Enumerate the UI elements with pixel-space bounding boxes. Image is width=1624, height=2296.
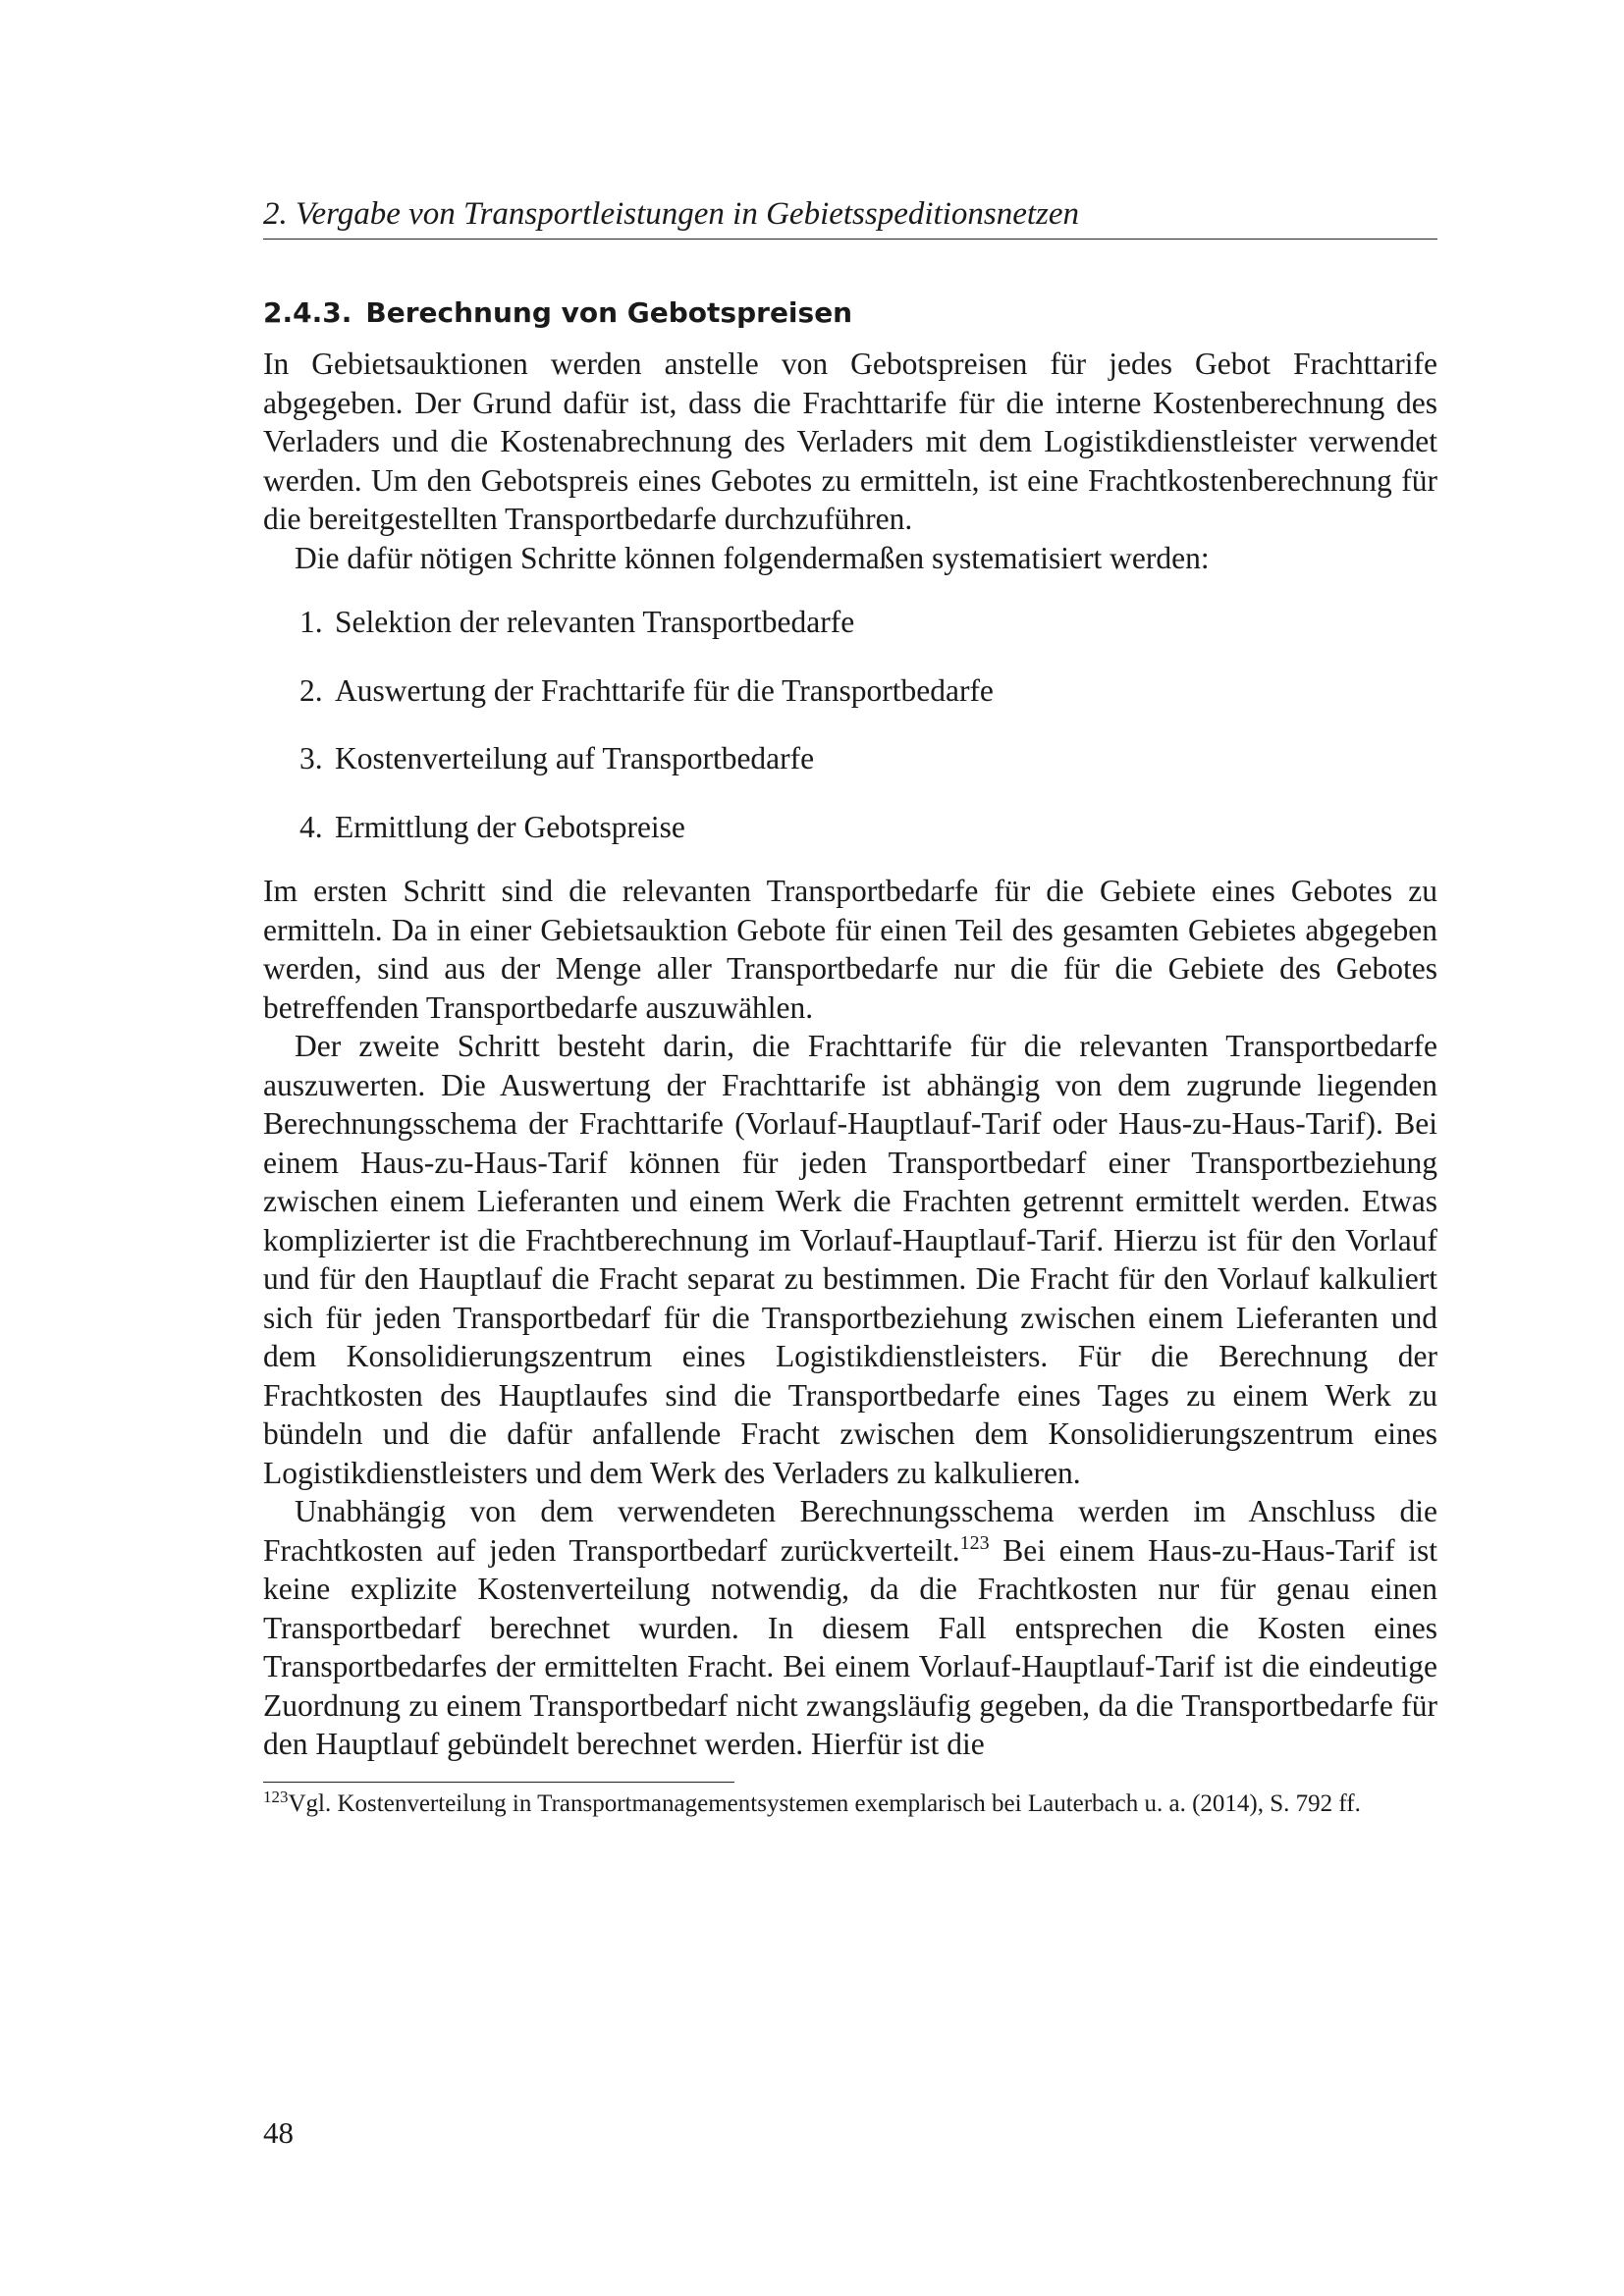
- paragraph-steps-lead: Die dafür nötigen Schritte können folgendermaßen systematisiert werden:: [295, 540, 1210, 575]
- section-number: 2.4.3.: [263, 296, 352, 329]
- footnote-reference[interactable]: 123: [959, 1531, 990, 1554]
- list-item: [263, 671, 1437, 711]
- paragraph-text: Unabhängig von dem verwendeten Berechnungsschema werden im Anschluss die Frachtkosten auf jeden Transportbedarf zurückverteilt.: [263, 1494, 1437, 1568]
- paragraph-text: Bei einem Haus-zu-Haus-Tarif ist keine explizite Kostenverteilung notwendig, da die Frachtkosten nur für genau einen Transportbedarf berechnet wurden. In diesem Fall entsprechen die Kosten eines Transportbedarfes der ermittelten Fracht. Bei einem Vorlauf-Hauptlauf-Tarif ist die eindeutige Zuordnung zu einem Transportbedarf nicht zwangsläufig gegeben, da die Transportbedarfe für den Hauptlauf gebündelt berechnet werden. Hierfür ist die: [263, 1532, 1437, 1761]
- list-item: [263, 603, 1437, 642]
- step-text: Auswertung der Frachttarife für die Transportbedarfe: [335, 672, 994, 708]
- step-text: Selektion der relevanten Transportbedarfe: [335, 605, 855, 639]
- list-item: [263, 739, 1437, 778]
- paragraph-first-step: Im ersten Schritt sind die relevanten Transportbedarfe für die Gebiete eines Gebotes zu ermitteln. Da in einer Gebietsauktion Gebote für einen Teil des gesamten Gebietes abgegeben werden, sind aus der Menge aller Transportbedarfe nur die für die Gebiete des Gebotes betreffenden Transportbedarfe auszuwählen.: [263, 874, 1437, 1025]
- step-number: 3.: [299, 741, 323, 775]
- page: [263, 191, 1437, 2253]
- step-text: Kostenverteilung auf Transportbedarfe: [335, 741, 815, 775]
- list-item: [263, 808, 1437, 847]
- section-heading: [263, 294, 1437, 333]
- footnote-divider: [263, 1782, 734, 1783]
- paragraph-second-step: Der zweite Schritt besteht darin, die Frachttarife für die relevanten Transportbedarfe auszuwerten. Die Auswertung der Frachttarife ist abhängig von dem zugrunde liegenden Berechnungsschema der Frachttarife (Vorlauf-Hauptlauf-Tarif oder Haus-zu-Haus-Tarif). Bei einem Haus-zu-Haus-Tarif können für jeden Transportbedarf einer Transportbeziehung zwischen einem Lieferanten und einem Werk die Frachten getrennt ermittelt werden. Etwas komplizierter ist die Frachtberechnung im Vorlauf-Hauptlauf-Tarif. Hierzu ist für den Vorlauf und für den Hauptlauf die Fracht separat zu bestimmen. Die Fracht für den Vorlauf kalkuliert sich für jeden Transportbedarf für die Transportbeziehung zwischen einem Lieferanten und dem Konsolidierungszentrum eines Logistikdienstleisters. Für die Berechnung der Frachtkosten des Hauptlaufes sind die Transportbedarfe eines Tages zu einem Werk zu bündeln und die dafür anfallende Fracht zwischen dem Konsolidierungszentrum eines Logistikdienstleisters und dem Werk des Verladers zu kalkulieren.: [263, 1029, 1437, 1490]
- footnote-text: Vgl. Kostenverteilung in Transportmanagementsystemen exemplarisch bei Lauterbach u. a. (2014), S. 792 ff.: [288, 1789, 1361, 1817]
- step-number: 2.: [299, 672, 323, 708]
- running-header: 2. Vergabe von Transportleistungen in Gebietsspeditionsnetzen: [263, 191, 1437, 240]
- footnote-marker: 123: [263, 1787, 289, 1806]
- step-text: Ermittlung der Gebotspreise: [335, 809, 685, 844]
- step-number: 4.: [299, 809, 323, 844]
- section-title: Berechnung von Gebotspreisen: [365, 296, 853, 329]
- step-number: 1.: [299, 605, 323, 639]
- steps-list: [263, 603, 1437, 846]
- footnote: [263, 1789, 1437, 1820]
- paragraph-cost-distribution: [263, 1492, 1437, 1764]
- page-number: 48: [263, 2115, 294, 2150]
- paragraph-intro: In Gebietsauktionen werden anstelle von Gebotspreisen für jedes Gebot Frachttarife abgegeben. Der Grund dafür ist, dass die Frachttarife für die interne Kostenberechnung des Verladers und die Kostenabrechnung des Verladers mit dem Logistikdienstleister verwendet werden. Um den Gebotspreis eines Gebotes zu ermitteln, ist eine Frachtkostenberechnung für die bereitgestellten Transportbedarfe durchzuführen.: [263, 347, 1437, 536]
